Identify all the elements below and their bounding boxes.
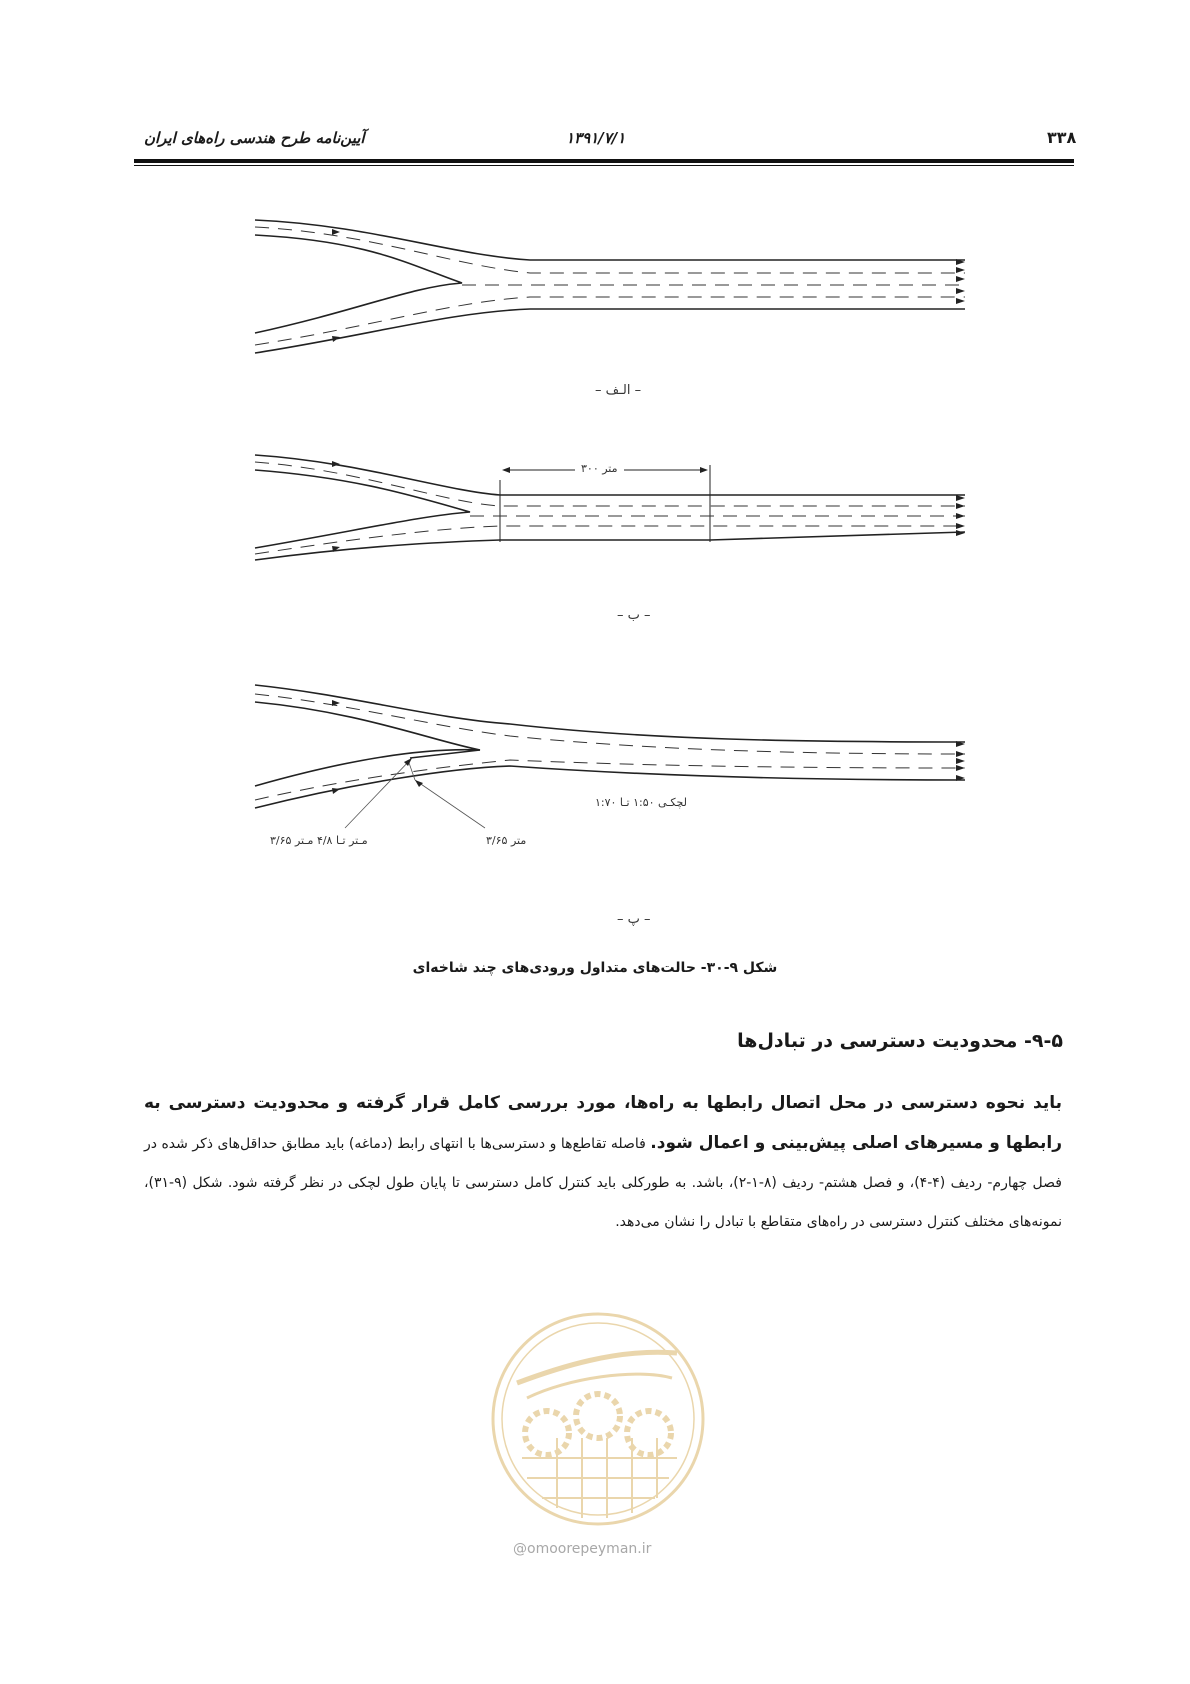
watermark-seal-logo [487,1308,709,1530]
section-heading: ۹-۵- محدودیت دسترسی در تبادل‌ها [737,1030,1063,1052]
header-title: آیین‌نامه طرح هندسی راه‌های ایران [144,129,365,147]
taper-note: لچکـی ۱:۵۰ تـا ۱:۷۰ [595,796,687,809]
sub-figure-b-dimension: ۳۰۰ متر [575,462,624,475]
sub-figure-b-label: – ب – [617,608,651,623]
lane-width-left-note: ۳/۶۵ مـتر تـا ۴/۸ مـتر [270,834,368,847]
diagram-merge-c [250,680,970,860]
header-rule-thin [134,165,1074,166]
body-regular-text: فاصله تقاطع‌ها و دسترسی‌ها با انتهای رابط (دماغه) باید مطابق حداقل‌های ذکر شده در فصل چهارم- ردیف (۴-۴)، و فصل هشتم- ردیف (۸-۱-۲)، باشد. به طورکلی باید کنترل کامل دسترسی تا پایان طول لچکی در نظر گرفته شود. شکل (۹-۳۱)، نمونه‌های مختلف کنترل دسترسی در راه‌های متقاطع با تبادل را نشان می‌دهد. [144,1136,1062,1230]
body-bold-text: باید نحوه دسترسی در محل اتصال رابطها به راه‌ها، مورد بررسی کامل قرار گرفته و محدودیت دسترسی به رابطها و مسیرهای اصلی پیش‌بینی و اعمال شود. [144,1093,1062,1153]
header-rule-thick [134,159,1074,163]
sub-figure-c-label: – پ – [617,912,651,927]
diagram-merge-a [250,205,970,365]
lane-width-right-note: ۳/۶۵ متر [486,834,527,847]
watermark-url: @omoorepeyman.ir [513,1541,652,1557]
page-number: ۳۳۸ [1047,128,1077,147]
body-paragraph [144,1084,1062,1242]
sub-figure-a-label: – الـف – [595,383,642,398]
header-date: ۱۳۹۱/۷/۱ [566,129,626,147]
figure-caption: شکل ۹-۳۰- حالت‌های متداول ورودی‌های چند شاخه‌ای [412,960,778,976]
